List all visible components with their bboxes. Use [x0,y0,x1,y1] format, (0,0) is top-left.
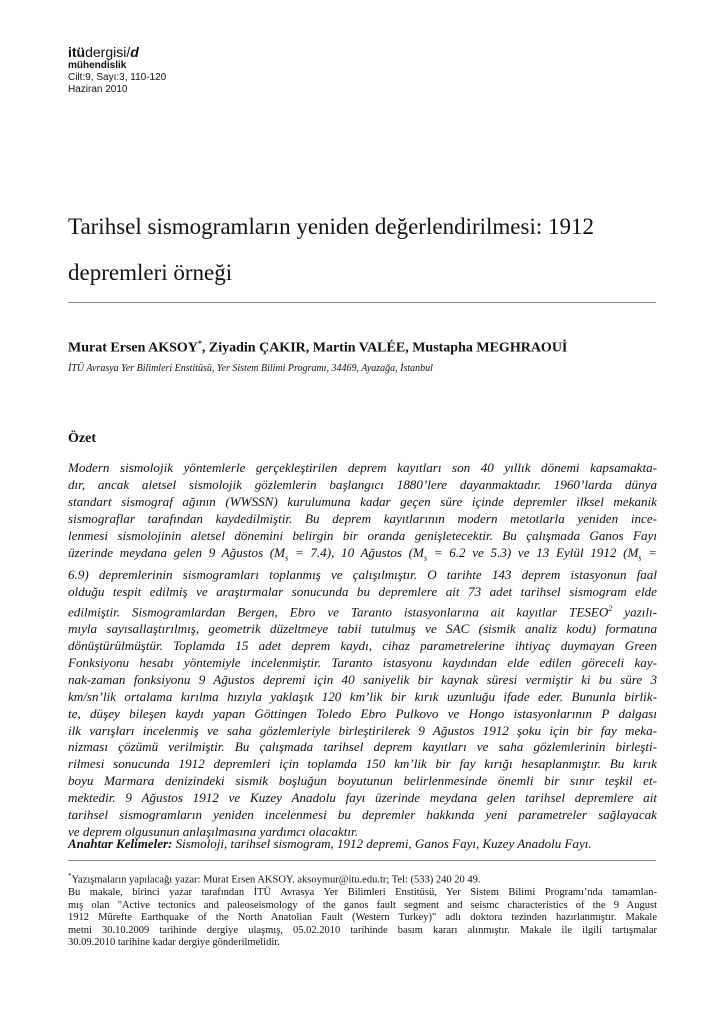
abstract-line: olduğu tespit edilmiş ve araştırmalar sonucunda bu depremlere ait 73 adet tarihsel sismogram elde [68,583,657,599]
abstract-line: te, düşey bileşen kaydı yapan Göttingen Toledo Ebro Pulkovo ve Hongo istasyonlarının P dalgası [68,705,657,721]
abstract-line: mektedir. 9 Ağustos 1912 ve Kuzey Anadolu fayı üzerinde meydana gelen tarihsel depremlere ait [68,790,657,806]
journal-date: Haziran 2010 [68,84,128,95]
abstract-line: Modern sismolojik yöntemlerle gerçekleştirilen deprem kayıtları son 40 yıllık dönemi kapsamakta- [68,460,657,475]
paper-title: Tarihsel sismogramların yeniden değerlendirilmesi: 1912 depremleri örneği [68,214,594,285]
journal-logo [68,44,166,60]
abstract-line: 6.9) depremlerinin sismogramları toplanmış ve çalışılmıştır. O tarihte 143 deprem istasyonun faal [68,567,657,583]
abstract-text: edilmiştir. Sismogramlardan Bergen, Ebro ve Taranto istasyonlarına ait kayıtlar TESEO [68,604,609,620]
abstract-text: = [641,544,657,560]
magnitude-subscript: s [638,553,642,563]
magnitude-subscript: s [285,553,289,563]
abstract-body [68,460,657,841]
abstract-line: nak-zaman fonksiyonu 9 Ağustos depremi için 40 saniyelik bir kaynak süresi vermiştir ki bu süre 3 [68,671,657,687]
affiliation: İTÜ Avrasya Yer Bilimleri Enstitüsü, Yer Sistem Bilimi Programı, 34469, Ayazağa, İstanbul [68,363,433,374]
abstract-line: mıyla sayısallaştırılmış, geometrik düzeltmeye tabii tutulmuş ve SAC (sismik analiz kodu) formatına [68,621,657,637]
footnote-superscript: 2 [608,603,613,613]
abstract-line: boyu Marmara denizindeki sismik boşluğun boyutunun belirlenmesinde önemli bir sınır teşkil et- [68,773,657,789]
footnote-line: metni 30.10.2009 tarihinde dergiye ulaşmış, 05.02.2010 tarihinde basım kararı alınmıştır. Makale ile ilgili tartışmalar [68,924,657,936]
abstract-line: tarihsel sismogramların yeniden incelenmesi bu depremler hakkında yeni parametreler sağlayacak [68,807,657,823]
footnote-mark: * [68,872,72,880]
abstract-line: standart sismograf ağının (WWSSN) kurulumuna kadar geçen süre içinde depremler ilksel mekanik [68,493,657,509]
abstract-line: dönüştürülmüştür. Toplamda 15 adet deprem kaydı, cihaz parametrelerine ihtiyaç duymayan Green [68,638,657,654]
footnote-line: 1912 Mürefte Earthquake of the North Anatolian Fault (Western Turkey)" adlı doktora tezinden hazırlanmıştır. Makale [68,912,657,924]
abstract-heading: Özet [68,431,96,446]
keywords [68,836,592,852]
abstract-text: yazılı- [612,604,657,620]
footnote [68,870,657,950]
magnitude-subscript: s [423,553,428,563]
author-list [68,339,567,357]
keywords-label: Anahtar Kelimeler: [68,836,173,851]
abstract-line: ve deprem olgusunun anlaşılmasına yardımcı olacaktır. [68,824,358,839]
abstract-line: ilk varışları incelenmiş ve saha gözlemleriyle birleştirilerek 9 Ağustos 1912 şoku için bir fay meka- [68,722,657,738]
abstract-line: sismograflar tarafından kaydedilmiştir. Bu deprem kayıtlarının modern metotlarla yeniden ince- [68,510,657,526]
journal-series: mühendislik [68,60,127,71]
footnote-line [68,870,657,887]
journal-volume: Cilt:9, Sayı:3, 110-120 [68,72,167,83]
corresponding-mark: * [197,339,202,348]
footnote-line: Bu makale, birinci yazar tarafından İTÜ Avrasya Yer Bilimleri Enstitüsü, Yer Sistem Bilimi Programı’nda tamamlan- [68,887,657,899]
journal-logo-italic: d [130,44,139,60]
title-divider [68,302,656,303]
abstract-line: km/sn’lik ortalama kırılma hızıyla yaklaşık 120 km’lik bir kırık uzunluğu ifade eder. Bununla birlik- [68,688,657,704]
abstract-line-teseo [68,601,657,621]
journal-header [68,44,166,96]
abstract-line-magnitudes [68,545,657,568]
footnote-contact: Yazışmaların yapılacağı yazar: Murat Ersen AKSOY. aksoymur@itu.edu.tr; Tel: (533) 240 20 49. [71,874,481,886]
first-author: Murat Ersen AKSOY [68,340,198,356]
footnote-divider [68,860,656,861]
journal-logo-regular: dergisi/ [85,44,131,60]
abstract-line: dır, ancak aletsel sismolojik gözlemlerin başlangıcı 1880’lere dayanmaktadır. 1960’larda dünya [68,476,657,492]
journal-logo-bold: itü [68,44,86,60]
footnote-line: mış olan "Active tectonics and paleoseismology of the ganos fault segment and seismc characteristics of the 9 August [68,899,657,911]
abstract-text: üzerinde meydana gelen 9 Ağustos (M [68,544,286,560]
footnote-line: 30.09.2010 tarihine kadar dergiye gönderilmelidir. [68,937,280,949]
abstract-text: = 6.2 ve 5.3) ve 13 Eylül 1912 (M [427,544,639,560]
abstract-line: lenmesi sismolojinin aletsel dönemini belirgin bir oranda genişletecektir. Bu çalışmada Ganos Fayı [68,527,657,543]
abstract-text: = 7.4), 10 Ağustos (M [288,544,424,560]
abstract-line: rilmesi sonucunda 1912 depremleri için toplamda 150 km’lik bir fay kırığı hesaplanmıştır. Bu kırık [68,756,657,772]
other-authors: , Ziyadin ÇAKIR, Martin VALÉE, Mustapha MEGHRAOUİ [201,340,568,356]
keywords-text: Sismoloji, tarihsel sismogram, 1912 depremi, Ganos Fayı, Kuzey Anadolu Fayı. [172,836,592,851]
abstract-line: nizması çözümü verilmiştir. Bu çalışmada tarihsel deprem kayıtları ve saha gözlemlerinin birleşti- [68,739,657,755]
abstract-line: Fonksiyonu hesabı yöntemiyle incelenmiştir. Taranto istasyonu kaydından elde edilen göreceli kay- [68,654,657,670]
